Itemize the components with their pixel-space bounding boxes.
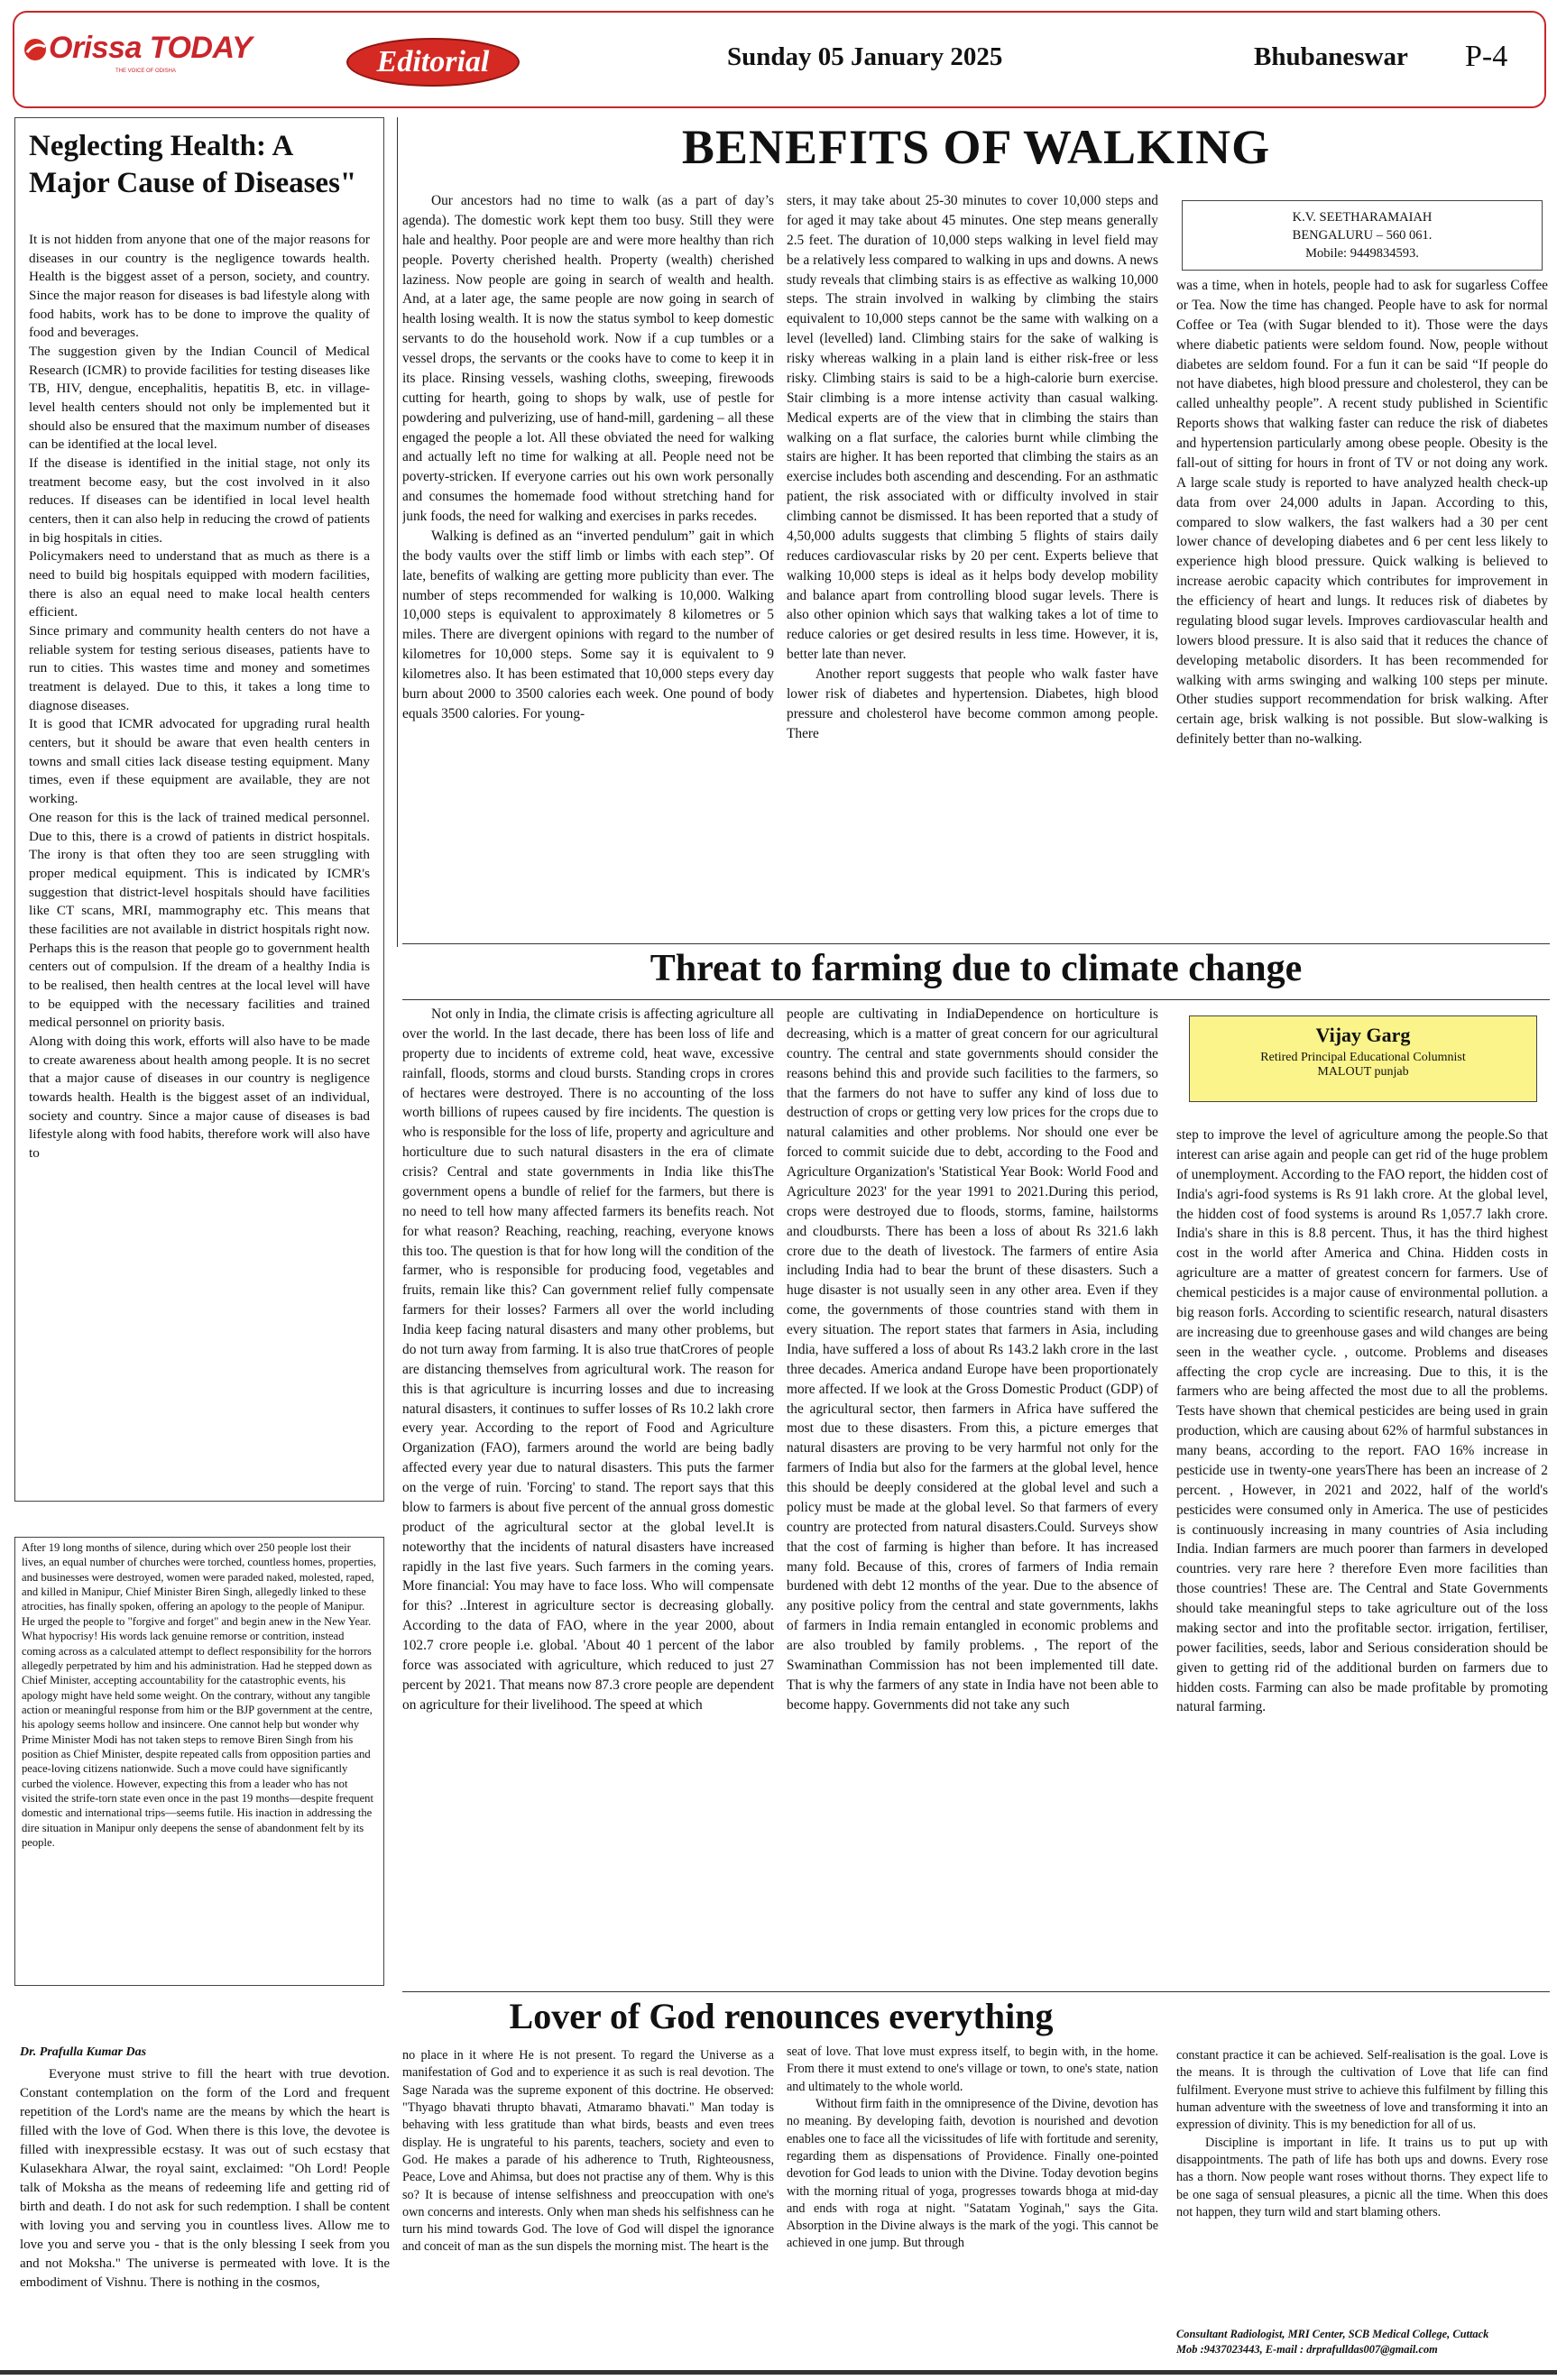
logo-tagline: THE VOICE OF ODISHA — [115, 69, 177, 74]
issue-date: Sunday 05 January 2025 — [727, 42, 1003, 71]
author-mobile: Mobile: 9449834593. — [1305, 246, 1419, 261]
author-credentials: Consultant Radiologist, MRI Center, SCB Medical College, Cuttack — [1176, 2328, 1489, 2340]
paragraph: no place in it where He is not present. To regard the Universe as a manifestation of God and to experience it as such is real devotion. The Sage Narada was the supreme exponent of this doctrine. He observed: "Thyago bhavati thrupto bhavati, Atmaramo bhavati." Man today is behaving with less gratitude than what birds, beasts and even trees display. He is ungrateful to his parents, teachers, society and even to God. He makes a parade of his adherence to Truth, Righteousness, Peace, Love and Ahimsa, but does not practise any of them. Why is this so? It is because of intense selfishness and preoccupation with one's own concerns and interests. Only when man sheds his selfishness can he turn his mind towards God. The love of God will dispel the ignorance and conceit of man as the sun dispels the morning mist. The heart is the — [402, 2048, 774, 2255]
god-byline: Dr. Prafulla Kumar Das — [20, 2045, 147, 2059]
author-title: Retired Principal Educational Columnist — [1260, 1051, 1466, 1064]
paragraph: Everyone must strive to fill the heart with true devotion. Constant contemplation on the form of the Lord and frequent repetition of the Lord's name are the means by which the heart is filled with the love of God. When there is this love, the devotee is filled with inexpressible ecstasy. It was out of such ecstasy that Kulasekhara Alwar, the royal saint, exclaimed: "Oh Lord! People talk of Moksha as the means of redeeming life and getting rid of birth and death. I do not ask for such redemption. I shall be content with loving you and serving you in countless lives. Allow me to love you and serve you - that is the only blessing I seek from you and not Moksha." The universe is permeated with love. It is the embodiment of Vishnu. There is nothing in the cosmos, — [20, 2067, 390, 2290]
paragraph: Our ancestors had no time to walk (as a part of day’s agenda). The domestic work kept them too busy. Still they were hale and healthy. Poor people are and were more healthy than rich people. Poverty cherished health. Property (wealth) cherished laziness. Now people are going in search of wealth and health. And, at a later age, the same people are now going in search of health losing wealth. It is now the status symbol to keep domestic servants to do the household work. Now if a cup tumbles or a vessel drops, the servants or the cooks have to come to keep it in its place. Rinsing vessels, washing cloths, sweeping, firewoods cutting for hearth, going to shops by walk, use of pestle for powdering and pulverizing, use of hand-mill, gardening – all these engaged the people a lot. All these obviated the need for walking and actually left no time for walking at all. People need not be poverty-stricken. If everyone carries out his own work personally and consumes the homemade food without stretching hand for junk foods, the need for walking and exercises in parks recedes. — [402, 193, 774, 524]
footer-rule — [0, 2370, 1557, 2375]
left-article-body — [29, 231, 370, 1493]
farming-col-3 — [1176, 1126, 1548, 1993]
paragraph: Since primary and community health centers do not have a reliable system for testing serious diseases, patients have to run to cities. This wastes time and money and sometimes treatment is delayed. Due to this, it takes a long time to diagnose diseases. — [29, 623, 370, 713]
paragraph: was a time, when in hotels, people had to ask for sugarless Coffee or Tea. Now the time has changed. People have to ask for normal Coffee or Tea (with Sugar blended to it). Those were the days where diabetic patients were seldom found. Now, people without diabetes are seldom found. For a fun it can be said “If people do not have diabetes, high blood pressure and cholesterol, they can be called unhealthy people”. A recent study published in Scientific Reports shows that walking faster can reduce the risk of diabetes and hypertension particularly among obese people. Obesity is the fall-out of sitting for hours in front of TV or not doing any work. A large scale study is reported to have analyzed health check-up data from over 24,000 adults in Japan. According to this, compared to slow walkers, the fast walkers had a 30 per cent lower chance of developing diabetes and 6 per cent less likely to experience high blood pressure. Quick walking is believed to increase aerobic capacity which contributes for improvement in the efficiency of heart and lungs. It reduces risk of diabetes by regulating blood sugar levels. Improves cardiovascular health and lowers blood pressure. It is also said that it reduces the chance of developing metabolic disorders. It has been recommended for walking with arms swinging and walking 100 steps per minute. Other studies support recommendation for brisk walking. After certain age, brisk walking is not possible. But slow-walking is definitely better than no-walking. — [1176, 278, 1548, 748]
paragraph: If the disease is identified in the initial stage, not only its treatment become easy, but the cost involved in it also reduces. If diseases can be identified in local level health centers, then it can also help in reducing the crowd of patients in big hospitals in cities. — [29, 455, 370, 546]
paragraph: Without firm faith in the omnipresence of the Divine, devotion has no meaning. By developing faith, devotion is nourished and devotion enables one to face all the vicissitudes of life with fortitude and serenity, regarding them as dispensations of Providence. Finally one-pointed devotion for God leads to union with the Divine. Today devotion begins with the morning ritual of yoga, progresses towards bhoga at mid-day and ends with roga at night. "Satatam Yoginah," says the Gita. Absorption in the Divine always is the mark of the yogi. This cannot be achieved in one jump. But through — [787, 2096, 1158, 2251]
paragraph: Not only in India, the climate crisis is affecting agriculture all over the world. In the last decade, there has been loss of life and property due to incidents of extreme cold, heat wave, excessive rainfall, floods, storms and cloud bursts. Standing crops in crores of hectares were destroyed. There is no accounting of the loss worth billions of rupees caused by fire incidents. The question is who is responsible for the loss of life, property and agriculture and horticulture due to such natural disasters in the era of climate crisis? Central and state governments in India like thisThe government opens a bundle of relief for the farmers, but there is no need to tell how many affected farmers its benefits reach. Not for what reason? Reaching, reaching, reaching, everyone knows this too. The question is that for how long will the condition of the farmer, who is responsible for producing food, vegetables and fruits, remain like this? Can government relief fully compensate farmers for their losses? Farmers all over the world including India keep facing natural disasters and many other problems, but do not turn away from farming. It is also true thatCrores of people are distancing themselves from agricultural work. The reason for this is that agriculture is incurring losses and due to increasing natural disasters, it continues to suffer losses of Rs 10.2 lakh crore every year. According to the report of Food and Agriculture Organization (FAO), farmers around the world are being badly affected every year due to natural disasters. This puts the farmer on the verge of ruin. 'Forcing' to stand. The report says that this blow to farmers is about five percent of the annual gross domestic product of the agricultural sector at the global level.It is noteworthy that the incidents of natural disasters have increased rapidly in the last five years. Such farmers in the coming years. More financial: You may have to face loss. Who will compensate for this? ..Interest in agriculture sector is decreasing globally. According to the data of FAO, where in the year 2000, about 102.7 crore people i.e. global. 'About 40 1 percent of the labor force was associated with agriculture, which reduced to just 27 percent by 2021. That means now 87.3 crore people are dependent on agriculture for their livelihood. The speed at which — [402, 1006, 774, 1713]
paragraph: constant practice it can be achieved. Self-realisation is the goal. Love is the means. It is through the cultivation of Love that life can find fulfilment. Everyone must strive to achieve this fulfilment by filling this human adventure with the sweetness of love and transforming it into an expression of divinity. This is my benediction for all of us. — [1176, 2048, 1548, 2133]
author-contact: Mob :9437023443, E-mail : drprafulldas007@gmail.com — [1176, 2342, 1438, 2356]
section-badge — [346, 38, 520, 87]
walking-col-2 — [787, 191, 1158, 947]
paragraph: It is not hidden from anyone that one of the major reasons for diseases in our country is the negligence towards health. Health is the biggest asset of a person, society, and country. Since the major reason for diseases is bad lifestyle along with food habits, work has to be done to improve the quality of food and beverages. — [29, 232, 370, 341]
paragraph: people are cultivating in IndiaDependence on horticulture is decreasing, which is a matter of great concern for our agricultural country. The central and state governments should consider the reasons behind this and provide such facilities to the farmers, so that the farmers do not have to suffer any kind of loss due to destruction of crops or getting very low prices for the crops due to natural calamities and other problems. Nor should one ever be forced to commit suicide due to debt, according to the Food and Agriculture Organization's 'Statistical Year Book: World Food and Agriculture 2023' for the year 1991 to 2021.During this period, crops were destroyed due to floods, storms, famine, hailstorms and cloudbursts. There has been a loss of about Rs 321.6 lakh crore due to the death of livestock. The farmers of entire Asia including India had to bear the brunt of these disasters. Such a huge disaster is not usually seen in any other area. Even if they come, the governments of those countries stand with them in every situation. The report states that farmers in Asia, including India, have suffered a loss of about Rs 143.2 lakh crore in the last three decades. America andand Europe have been proportionately more affected. If we look at the Gross Domestic Product (GDP) of the agricultural sector, then farmers in Africa have suffered the most due to these disasters. From this, a picture emerges that natural disasters are proving to be very harmful not only for the farmers of India but also for the farmers at the global level, hence this should be deeply considered at the global level and such a policy must be made at the global level. So that farmers of every country are protected from natural disasters.Could. Surveys show that the cost of farming is higher than before. It has increased many fold. Because of this, crores of farmers of India remain burdened with debt 12 months of the year. Due to the absence of any positive policy from the central and state governments, lakhs of farmers in India remain entangled in economic problems and are also troubled by family problems. , The report of the Swaminathan Commission has not been implemented till date. That is why the farmers of any state in India have not been able to become happy. Governments did not take any such — [787, 1006, 1158, 1713]
god-col-3 — [787, 2044, 1158, 2372]
god-signature — [1176, 2327, 1548, 2357]
paragraph: After 19 long months of silence, during which over 250 people lost their lives, an equal number of churches were torched, countless homes, properties, and businesses were destroyed, women were paraded naked, molested, raped, and killed in Manipur, Chief Minister Biren Singh, allegedly linked to these atrocities, has finally spoken, offering an apology to the people of Manipur. He urged the people to "forgive and forget" and begin anew in the New Year. What hypocrisy! His words lack genuine remorse or contrition, instead coming across as a calculated attempt to deflect responsibility for the horrors allegedly perpetrated by him and his administration. Had he stepped down as Chief Minister, accepting accountability for the catastrophic events, his apology might have held some weight. On the contrary, without any tangible action or meaningful response from him or the BJP government at the centre, his apology seems hollow and insincere. One cannot help but wonder why Prime Minister Modi has not taken steps to remove Biren Singh from his position as Chief Minister, despite repeated calls from opposition parties and peace-loving citizens nationwide. Such a move could have significantly curbed the violence. However, expecting this from a leader who has not visited the strife-torn state even once in the past 19 months—despite frequent domestic and international trips—seems futile. His inaction in addressing the dire situation in Manipur only deepens the sense of abandonment felt by its people. — [22, 1541, 377, 1850]
page-number: P-4 — [1465, 40, 1508, 73]
letter-body — [22, 1540, 377, 1982]
paragraph: Policymakers need to understand that as much as there is a need to build big hospitals equipped with modern facilities, there is also an equal need to make local health centers efficient. — [29, 548, 370, 620]
walking-title: BENEFITS OF WALKING — [681, 120, 1271, 174]
paragraph: sters, it may take about 25-30 minutes to cover 10,000 steps and for aged it may take about 45 minutes. One step means generally 2.5 feet. The duration of 10,000 steps walking in level field may be a relatively less compared to walking in ups and downs. A news study reveals that climbing stairs is as effective as walking 10,000 steps. The strain involved in walking by climbing the stairs equivalent to 10,000 steps cannot be the same with walking on a level (levelled) land. Climbing stairs for the sake of walking is risky whereas walking in a plain land is either risk-free or less risky. Climbing stairs is said to be a high-calorie burn exercise. Stair climbing is a more intense activity than casual walking. Medical experts are of the view that in climbing the stairs than walking on a flat surface, the calories burnt while climbing the stairs are higher. It has been reported that climbing the stairs as an exercise includes both ascending and descending. For an asthmatic patient, the risk associated with or difficulty involved in stair climbing cannot be dismissed. It has been reported that a study of 4,50,000 adults suggests that climbing 5 flights of stairs daily reduces cardiovascular risks by 20 per cent. Experts believe that walking 10,000 steps is ideal as it helps body develop mobility and balance apart from controlling blood sugar levels. There is also other opinion which says that walking takes a lot of time to reduce calories or get desired results in less time. However, it is, better late than never. — [787, 193, 1158, 663]
rule-left — [397, 117, 398, 947]
paragraph: Along with doing this work, efforts will also have to be made to create awareness about health among people. It is no secret that a major cause of diseases in our country is negligence towards health. Health is the biggest asset of an individual, society and country. Since a major cause of diseases is bad lifestyle along with food habits, therefore work will also have to — [29, 1033, 370, 1161]
god-col-2 — [402, 2047, 774, 2372]
paragraph: One reason for this is the lack of trained medical personnel. Due to this, there is a crowd of patients in district hospitals. The irony is that often they too are seen struggling with proper medical equipment. This is indicated by ICMR's suggestion that district-level hospitals should have facilities like CT scans, MRI, mammography etc. This means that these facilities are not available in district hospitals right now. Perhaps this is the reason that people go to government health centers out of compulsion. If the dream of a healthy India is to be realised, then health centres at the local level will have to be equipped with the necessary facilities and trained medical personnel on priority basis. — [29, 809, 370, 1031]
paragraph: step to improve the level of agriculture among the people.So that interest can arise again and people can get rid of the huge problem of unemployment. According to the FAO report, the hidden cost of India's agri-food systems is Rs 91 lakh crore. At the global level, the hidden cost of food systems is around Rs 1,057.7 lakh crore. India's share in this is 8.8 percent. Thus, it has the third highest cost in the world after America and China. Hidden costs in agriculture are a matter of greatest concern for farmers. Use of chemical pesticides is a major cause of environmental pollution. a big reason forIs. According to scientific research, natural disasters are increasing due to greenhouse gases and wild changes are being seen in the weather cycle. , outcome. Problems and diseases affecting the crop cycle are increasing. Due to this, it is the farmers who are being affected the most due to all the problems. Tests have shown that chemical pesticides are being used in grain production, which are causing about 62% of harmful substances in many beans, according to the report. FAO 16% increase in pesticide use in twenty-one yearsThere has been an increase of 2 percent. , However, in 2021 and 2022, half of the world's pesticides were consumed only in America. The use of pesticides is continuously increasing in many countries of Asia including India. Indian farmers are much poorer than farmers in developed countries. very rare here ? therefore Even more facilities than those countries! These are. The Central and State Governments should take meaningful steps to take agriculture out of the loss making sector and into the profitable sector. irrigation, fertiliser, power facilities, seeds, labor and Serious consideration should be given to getting rid of the additional burden on farmers due to hidden costs. Farming can also be made profitable by promoting natural farming. — [1176, 1127, 1548, 1715]
section-badge-label: Editorial — [376, 45, 490, 78]
walking-col-1 — [402, 191, 774, 947]
walking-col-3 — [1176, 276, 1548, 947]
logo-text: Orissa TODAY — [49, 31, 253, 65]
paragraph: It is good that ICMR advocated for upgrading rural health centers, but it should be aware that even health centers in towns and small cities lack disease testing equipment. Many times, even if these equipment are available, they are not working. — [29, 716, 370, 807]
god-col-1 — [20, 2065, 390, 2372]
left-article-title: Neglecting Health: A Major Cause of Diseases" — [29, 130, 357, 200]
author-name: K.V. SEETHARAMAIAH — [1292, 210, 1433, 225]
author-location: MALOUT punjab — [1317, 1065, 1409, 1079]
rule-walking-bottom — [402, 943, 1550, 944]
paragraph: seat of love. That love must express itself, to begin with, in the home. From there it must extend to one's village or town, to one's state, nation and ultimately to the whole world. — [787, 2045, 1158, 2094]
farming-title: Threat to farming due to climate change — [650, 948, 1303, 989]
paragraph: The suggestion given by the Indian Council of Medical Research (ICMR) to provide facilities for testing diseases like TB, HIV, dengue, encephalitis, hepatitis B, etc. in village-level health centers should not only be implemented but it should also be ensured that the maximum number of diseases can be identified at the local level. — [29, 344, 370, 453]
author-place: BENGALURU – 560 061. — [1292, 228, 1433, 243]
rule-farming-title — [402, 999, 1550, 1000]
god-title: Lover of God renounces everything — [509, 1996, 1054, 2036]
walking-author-box — [1182, 200, 1543, 271]
paragraph: Walking is defined as an “inverted pendulum” gait in which the body vaults over the stiff limb or limbs with each step”. Of late, benefits of walking are getting more publicity than ever. The number of steps recommended for walking is 10,000. Walking 10,000 steps is equivalent to approximately 8 kilometres or 5 miles. There are divergent opinions with regard to the number of kilometres for 10,000 steps. Some say it is equivalent to 9 kilometres also. It has been estimated that 10,000 steps every day burn about 2000 to 3500 calories each week. One pound of body equals 3500 calories. For young- — [402, 528, 774, 721]
rule-farming-bottom — [402, 1991, 1550, 1992]
logo-swoosh-icon — [22, 36, 49, 63]
city-name: Bhubaneswar — [1254, 42, 1408, 71]
author-name: Vijay Garg — [1315, 1024, 1411, 1046]
farming-col-1 — [402, 1005, 774, 1993]
paragraph: Discipline is important in life. It trains us to put up with disappointments. The path of life has both ups and downs. Every rose has a thorn. Now people want roses without thorns. They expect life to be one saga of sensual pleasures, a picnic all the time. When this does not happen, they turn wild and start blaming others. — [1176, 2135, 1548, 2219]
farming-author-box — [1189, 1015, 1537, 1102]
logo — [22, 31, 253, 85]
paragraph: Another report suggests that people who walk faster have lower risk of diabetes and hypertension. Diabetes, high blood pressure and cholesterol have become common among people. There — [787, 666, 1158, 741]
god-col-4 — [1176, 2047, 1548, 2318]
farming-col-2 — [787, 1005, 1158, 1993]
